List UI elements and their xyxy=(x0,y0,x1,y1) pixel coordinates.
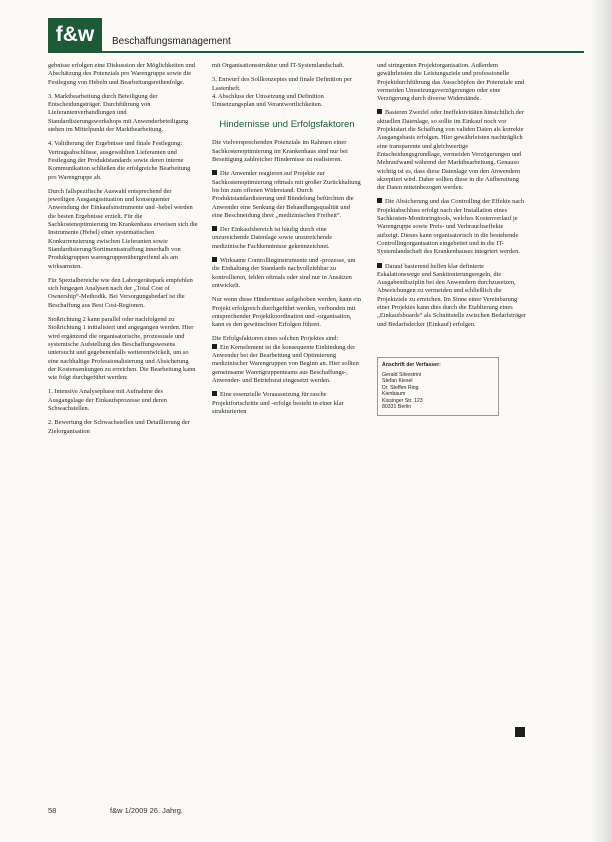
bullet-paragraph xyxy=(212,257,362,290)
author-address-box xyxy=(377,357,499,416)
bullet-square-icon xyxy=(377,109,382,114)
paragraph: 4. Abschluss der Umsetzung und Definition Umsetzungsplan und Verantwortlichkeiten. xyxy=(212,92,324,109)
bullet-square-icon xyxy=(212,170,217,175)
paragraph: 2. Bewertung der Schwachstellen und Detaillierung der Zielorganisation xyxy=(48,419,190,435)
author-line: Stefan Kiesel xyxy=(382,378,413,385)
bullet-square-icon xyxy=(377,198,382,203)
journal-logo: f&w xyxy=(48,18,102,52)
section-heading: Hindernisse und Erfolgsfaktoren xyxy=(219,119,355,131)
paragraph: gebnisse erfolgen eine Diskussion der Möglichkeiten und Abschätzung des Potenzials pro Warengruppe sowie die Festlegung von Hebeln und Bearbeitungsreihenfolge. xyxy=(48,62,195,86)
bullet-text: Wirksame Controllinginstrumente und -prozesse, um die Einhaltung der Standards nachvollziehbar zu kontrollieren, fehlen oftmals oder sind nur in Ansätzen entwickelt. xyxy=(212,257,356,289)
bullet-text: Darauf basierend helfen klar definierte Eskalationswege und Sanktionierungsregeln, die Ausgabendisziplin bei den Anwendern durchzusetzen, Abweichungen zu vermeiden und schließlich die Projektziele zu erreichen. Im Sinne einer Vereinbarung einer Projektes kann dies durch die Etablierung eines „Einkaufsboards“ als Schnittstelle zwischen Bedarfsträger und Bedarfsdecker (Einkauf) erfolgen. xyxy=(377,262,527,328)
paragraph: Nur wenn diese Hindernisse aufgehoben werden, kann ein Projekt erfolgreich durchgeführt werden, verbunden mit entsprechender Projektkoordination und -organisation, kann es den gewünschten Erfolgen führen. xyxy=(212,296,362,329)
paragraph: Durch fallspezifische Auswahl entsprechend der jeweiligen Ausgangssituation und konsequenter Anwendung der Einkaufsinstrumente und -hebel werden die besten Ergebnisse erzielt. Für die Sachkostenoptimierung im Krankenhaus erweisen sich die Instrumente (Hebel) einer systematischen Konkurrenzierung zwischen Lieferanten sowie Standardisierung/Sortimentsstraffung innerhalb von Produktgruppen warengruppenübergreifend als am wirksamsten. xyxy=(48,187,198,270)
text-column-2 xyxy=(212,62,362,416)
bullet-square-icon xyxy=(212,226,217,231)
bullet-paragraph xyxy=(212,226,362,251)
text-column-3 xyxy=(377,62,527,416)
paragraph: 1. Intensive Analysephase mit Aufnahme des Ausgangslage der Einkaufsprozesse und deren Schwachstellen. xyxy=(48,388,167,412)
bullet-paragraph xyxy=(212,170,362,220)
author-line: Gerald Silvestrini xyxy=(382,371,422,378)
paragraph: Die vielversprechenden Potenziale im Rahmen einer Sachkostenoptimierung im Krankenhaus sind nur bei Beseitigung zahlreicher Hindernisse zu realisieren. xyxy=(212,139,348,164)
header-divider xyxy=(48,51,584,53)
page-edge-shadow xyxy=(590,0,612,842)
paragraph: Stoßrichtung 2 kann parallel oder nachfolgend zu Stoßrichtung 1 initialisiert und angegangen werden. Hier wird ergänzend die organisatorische, prozessuale und systemische Aufstellung des Beschaffungswesens untersucht und gegebenenfalls weiterentwickelt, um so eine nachhaltige Professionalisierung und Absicherung der Kostensenkungen zu erreichen. Die Bearbeitung kann wie folgt durchgeführt werden: xyxy=(48,316,196,382)
paragraph: und stringenten Projektorganisation. Außerdem gewährleisten die Leistungsziele und professionelle Projektdurchführung das Ausschöpfen der Potenziale und vermeiden Umsetzungsverzögerungen oder eine Verzögerung durch diverse Widerstände. xyxy=(377,62,525,103)
bullet-square-icon xyxy=(377,263,382,268)
author-line: Dr. Steffen Ring xyxy=(382,384,419,391)
author-line: 80331 Berlin xyxy=(382,404,412,411)
bullet-paragraph xyxy=(212,391,362,416)
bullet-text: Basieren Zweifel oder Ineffektivitäten hinsichtlich der aktuellen Datenlage, so sollte im Einkauf noch vor Projektstart die Schaffung von validen Daten als korrekte Ausgangsbasis erfolgen. Hier gewährleisten nachträglich eine transparente und gleichwertige Entscheidungsgrundlage, vermeiden Verzögerungen und Mehraufwand während der Marktbearbeitung. Genauso wichtig ist es, dass diese Datenlage von den Anwendern akzeptiert wird. Daher sollten diese in die Aufbereitung der Daten miteinbezogen werden. xyxy=(377,109,524,192)
bullet-square-icon xyxy=(212,344,217,349)
journal-citation: f&w 1/2009 26. Jahrg. xyxy=(110,806,183,815)
paragraph: 4. Validierung der Ergebnisse und finale Festlegung: Vertragsabschlüsse, ausgewählten Lieferanten und Festlegung der Produktstandards sowie deren interne Kommunikation schließen die erfolgreiche Bearbeitung pro Warengruppe ab. xyxy=(48,140,191,181)
bullet-text: Die Absicherung und das Controlling der Effekte nach Projektabschluss erfolgt nach der Installation eines Sachkosten-Monitoringtools, welches Kostenverlauf je Warengruppe sowie Preis- und Verbrauchseffekte aufzeigt. Dieses kann organisatorisch in die bestehende Controllingorganisation eingebettet und in die IT-Systemlandschaft des Krankenhauses integriert werden. xyxy=(377,198,525,256)
bullet-paragraph xyxy=(377,109,527,192)
author-box-title: Anschrift der Verfasser: xyxy=(382,361,441,368)
section-title: Beschaffungsmanagement xyxy=(112,36,231,47)
paragraph: Die Erfolgsfaktoren eines solchen Projektes sind: xyxy=(212,335,339,343)
paragraph: 3. Entwurf des Sollkonzeptes und finale Definition per Lastenheft. xyxy=(212,76,352,92)
text-column-1 xyxy=(48,62,198,436)
paragraph: Für Spezialbereiche wie den Laborgerätepark empfehlen sich hingegen Analysen nach der „Total Cost of Ownership“-Methodik. Bei Versorgungsbedarf ist die Beschaffung aus Best Cost-Regionen. xyxy=(48,276,193,309)
bullet-paragraph xyxy=(377,263,527,329)
author-line: Kissinger Str. 123 xyxy=(382,397,423,404)
bullet-square-icon xyxy=(212,391,217,396)
bullet-text: Der Einkaufsbereich ist häufig durch eine unzureichende Datenlage sowie unzureichende medizinische Fachkenntnisse gekennzeichnet. xyxy=(212,226,333,250)
author-line: Kienbaum xyxy=(382,391,406,398)
bullet-square-icon xyxy=(212,257,217,262)
paragraph: 3. Marktbearbeitung durch Beteiligung der Entscheidungsträger. Durchführung von Lieferantenverhandlungen und Standardisierungsworkshops mit Anwenderbeteiligung stehen im Mittelpunkt der Marktbearbeitung. xyxy=(48,92,189,134)
bullet-paragraph xyxy=(212,344,362,385)
paragraph: mit Organisationsstruktur und IT-Systemlandschaft. xyxy=(212,62,345,69)
bullet-text: Eine essenzielle Voraussetzung für rasche Projektfortschritte und -erfolge besteht in einer klar strukturierten xyxy=(212,391,344,415)
bullet-text: Die Anwender reagieren auf Projekte zur Sachkostenoptimierung oftmals mit großer Zurückhaltung bis hin zum offenen Widerstand. Durch Produktstandardisierung und Bündelung befürchten die Anwender eine Senkung der Behandlungsqualität und eine Beschneidung ihrer „medizinischen Freiheit“. xyxy=(212,170,361,219)
bullet-text: Ein Kernelement ist die konsequente Einbindung der Anwender bei der Bearbeitung und Optimierung medizinischer Warengruppen von Beginn an. Hier sollten gemeinsame Warengruppenteams aus Beschaffungs-, Anwender- und Betriebsrat eingesetzt werden. xyxy=(212,343,359,384)
end-of-article-square-icon xyxy=(515,727,525,737)
bullet-paragraph xyxy=(377,198,527,256)
page-number: 58 xyxy=(48,806,57,815)
